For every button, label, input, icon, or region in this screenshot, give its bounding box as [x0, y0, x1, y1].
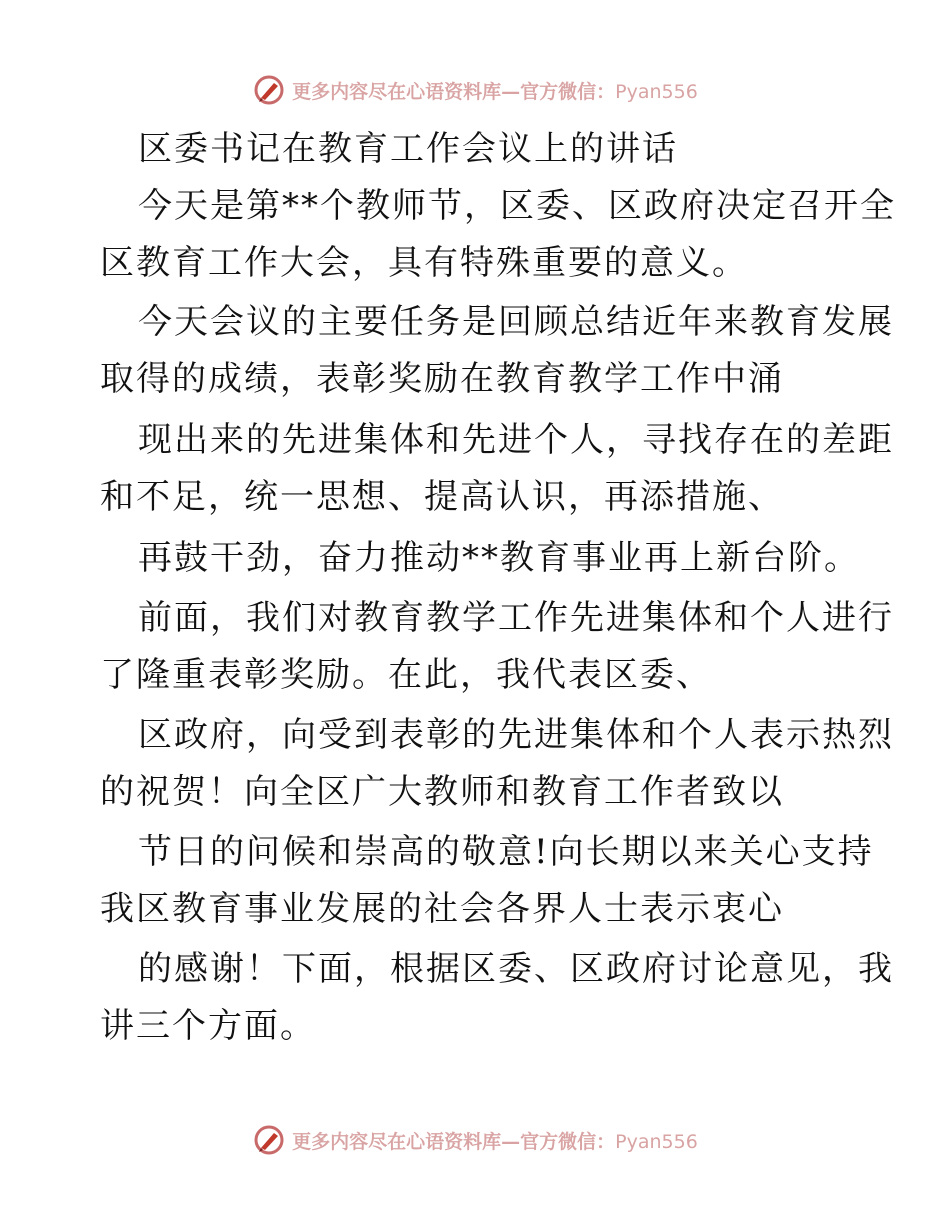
paragraph-line: 和不足，统一思想、提高认识，再添措施、: [100, 477, 784, 517]
paragraph-line: 节日的问候和崇高的敬意!向长期以来关心支持: [138, 832, 874, 872]
paragraph-line: 再鼓干劲，奋力推动**教育事业再上新台阶。: [138, 538, 860, 578]
paragraph-line: 前面，我们对教育教学工作先进集体和个人进行: [138, 598, 894, 638]
paragraph-line: 的感谢！下面，根据区委、区政府讨论意见，我: [138, 949, 894, 989]
document-title: 区委书记在教育工作会议上的讲话: [138, 129, 678, 169]
paragraph-line: 的祝贺！向全区广大教师和教育工作者致以: [100, 772, 784, 812]
paragraph-line: 区教育工作大会，具有特殊重要的意义。: [100, 243, 748, 283]
paragraph-line: 了隆重表彰奖励。在此，我代表区委、: [100, 655, 712, 695]
paragraph-line: 今天是第**个教师节，区委、区政府决定召开全: [138, 186, 896, 226]
pen-logo-icon: [252, 1123, 286, 1157]
paragraph-line: 讲三个方面。: [100, 1006, 316, 1046]
paragraph-line: 我区教育事业发展的社会各界人士表示衷心: [100, 889, 784, 929]
paragraph-line: 现出来的先进集体和先进个人，寻找存在的差距: [138, 420, 894, 460]
paragraph-line: 今天会议的主要任务是回顾总结近年来教育发展: [138, 302, 894, 342]
paragraph-line: 区政府，向受到表彰的先进集体和个人表示热烈: [138, 715, 894, 755]
paragraph-line: 取得的成绩，表彰奖励在教育教学工作中涌: [100, 359, 784, 399]
footer-banner: [0, 1120, 950, 1160]
footer-banner-text: 更多内容尽在心语资料库—官方微信：Pyan556: [292, 1130, 698, 1153]
header-banner-text: 更多内容尽在心语资料库—官方微信：Pyan556: [292, 80, 698, 103]
